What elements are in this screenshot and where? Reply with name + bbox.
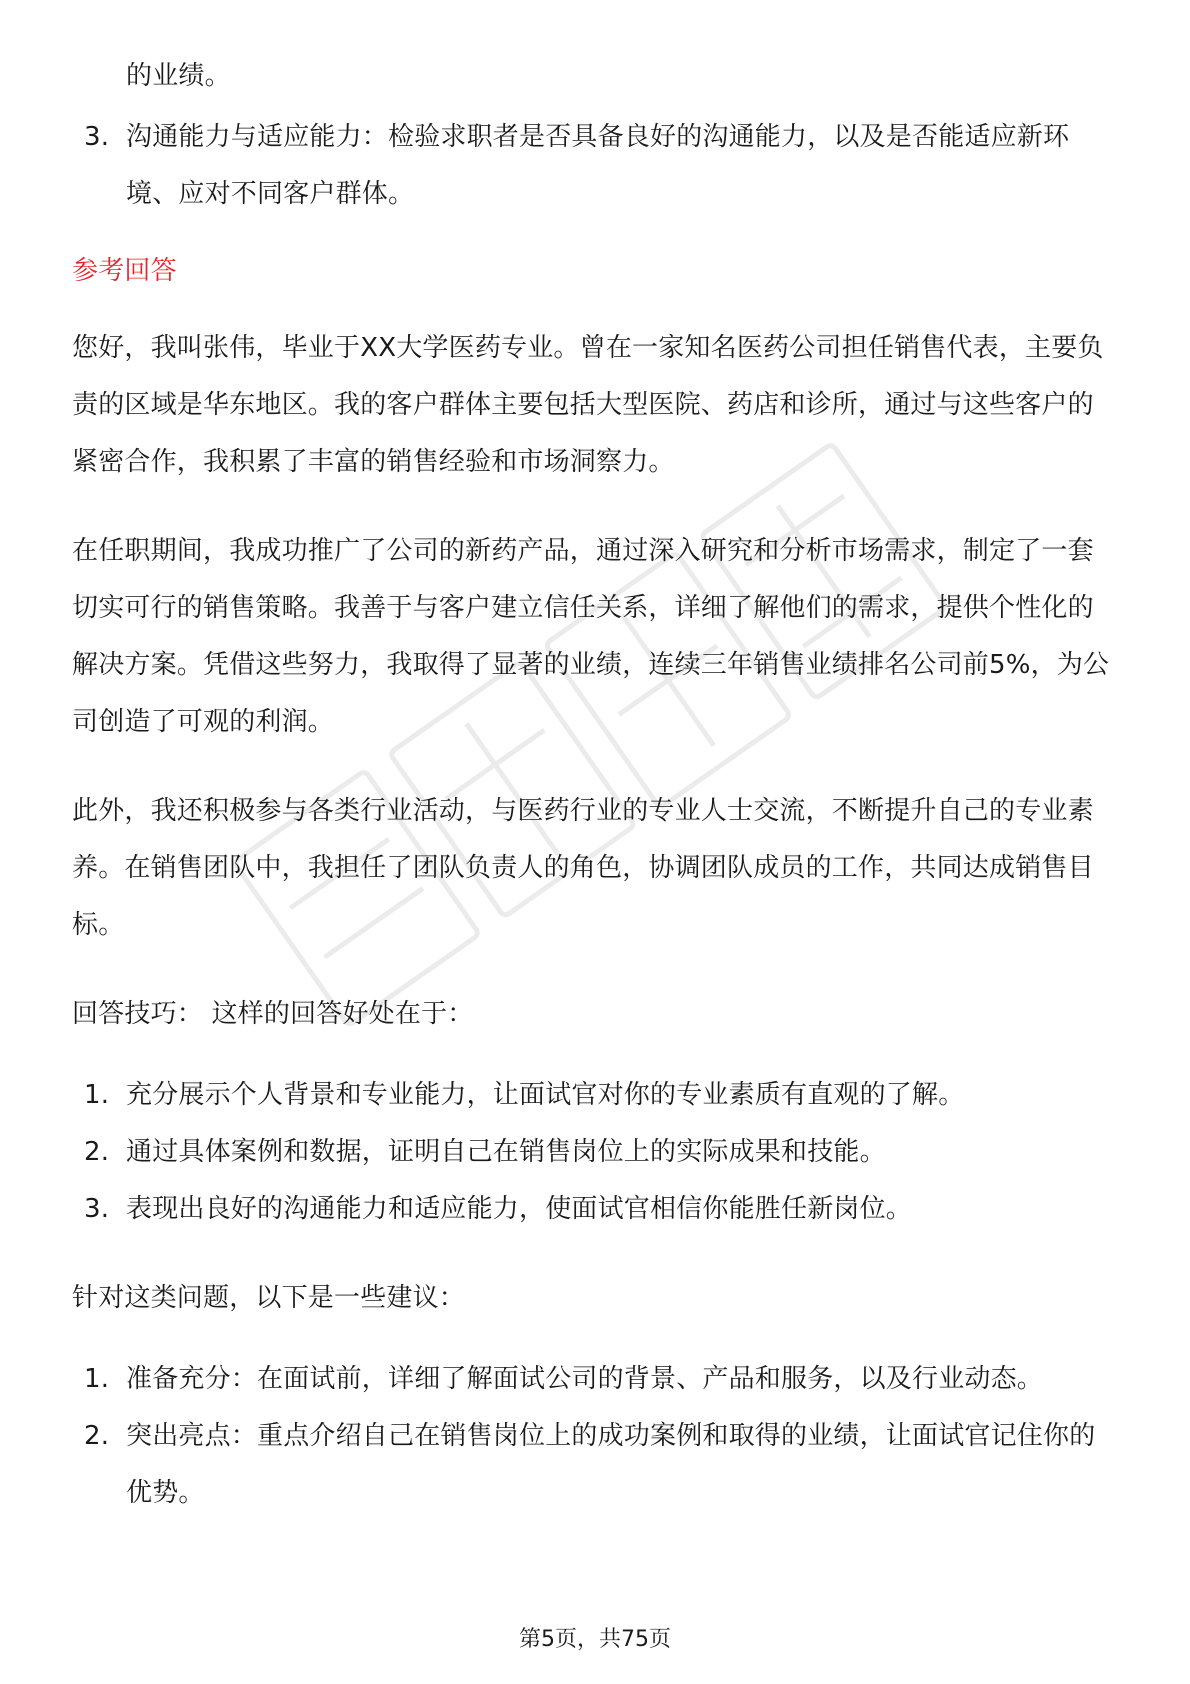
list-item [72,1351,1118,1408]
list-number: 3. [84,122,110,152]
list-text: 表现出良好的沟通能力和适应能力，使面试官相信你能胜任新岗位。 [126,1194,913,1224]
list-item [72,1181,1118,1238]
list-text: 突出亮点：重点介绍自己在销售岗位上的成功案例和取得的业绩，让面试官记住你的优势。 [126,1421,1096,1508]
list-number: 3. [84,1194,110,1224]
advice-list [72,1351,1118,1522]
list-item [72,109,1118,223]
continuation-text: 的业绩。 [126,61,231,91]
list-item [72,1124,1118,1181]
tips-list [72,1067,1118,1238]
list-text: 充分展示个人背景和专业能力，让面试官对你的专业素质有直观的了解。 [126,1080,965,1110]
list-text: 沟通能力与适应能力：检验求职者是否具备良好的沟通能力，以及是否能适应新环境、应对不同客户群体。 [126,122,1070,209]
list-item [72,1408,1118,1522]
list-number: 1. [84,1364,110,1394]
list-text: 通过具体案例和数据，证明自己在销售岗位上的实际成果和技能。 [126,1137,886,1167]
tips-heading: 回答技巧： 这样的回答好处在于： [72,999,474,1029]
document-body [72,48,1118,1554]
evaluation-list [72,109,1118,223]
advice-heading: 针对这类问题，以下是一些建议： [72,1283,466,1313]
list-item [72,1067,1118,1124]
list-text: 准备充分：在面试前，详细了解面试公司的背景、产品和服务，以及行业动态。 [126,1364,1044,1394]
answer-paragraph-1: 您好，我叫张伟，毕业于XX大学医药专业。曾在一家知名医药公司担任销售代表，主要负责的区域是华东地区。我的客户群体主要包括大型医院、药店和诊所，通过与这些客户的紧密合作，我积累了丰富的销售经验和市场洞察力。 [72,333,1104,477]
page-footer: 第5页，共75页 [519,1627,671,1652]
answer-paragraph-2: 在任职期间，我成功推广了公司的新药产品，通过深入研究和分析市场需求，制定了一套切实可行的销售策略。我善于与客户建立信任关系，详细了解他们的需求，提供个性化的解决方案。凭借这些努力，我取得了显著的业绩，连续三年销售业绩排名公司前5%，为公司创造了可观的利润。 [72,536,1110,737]
reference-answer-heading: 参考回答 [72,256,177,286]
list-number: 2. [84,1421,110,1451]
list-number: 1. [84,1080,110,1110]
answer-paragraph-3: 此外，我还积极参与各类行业活动，与医药行业的专业人士交流，不断提升自己的专业素养。在销售团队中，我担任了团队负责人的角色，协调团队成员的工作，共同达成销售目标。 [72,796,1094,940]
list-number: 2. [84,1137,110,1167]
